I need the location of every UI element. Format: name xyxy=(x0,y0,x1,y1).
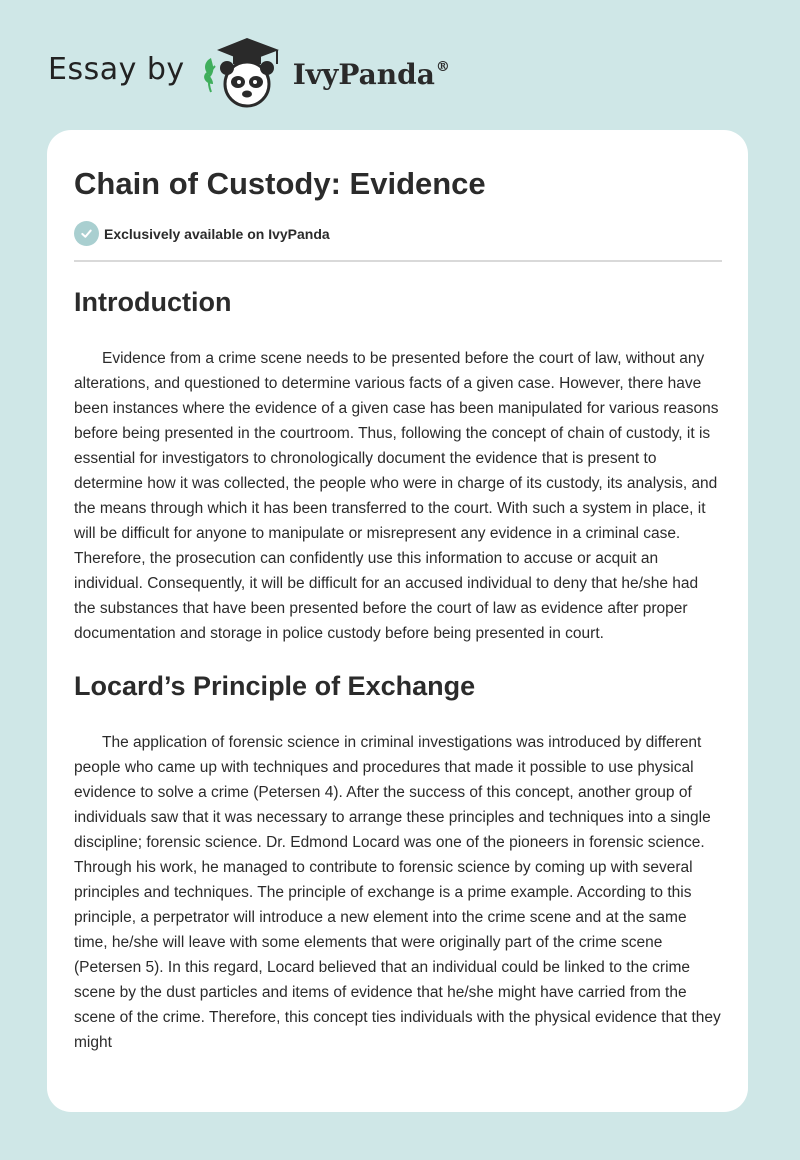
site-brand[interactable] xyxy=(48,32,450,112)
section-heading-locard: Locard’s Principle of Exchange xyxy=(74,671,476,701)
section-body-locard: The application of forensic science in criminal investigations was introduced by different people who came up with techniques and procedures that made it possible to use physical evidence to solve a crime (Petersen 4). After the success of this concept, another group of individuals saw that it was necessary to arrange these principles and techniques into a single discipline; forensic science. Dr. Edmond Locard was one of the pioneers in forensic science. Through his work, he managed to contribute to forensic science by coming up with several principles and techniques. The principle of exchange is a prime example. According to this principle, a perpetrator will introduce a new element into the crime scene and at the same time, he/she will leave with some elements that were originally part of the crime scene (Petersen 5). In this regard, Locard believed that an individual could be linked to the crime scene by the dust particles and items of evidence that he/she might have carried from the scene of the crime. Therefore, this concept ties individuals with the physical evidence that they might xyxy=(74,734,721,1051)
section-body-introduction: Evidence from a crime scene needs to be presented before the court of law, without any alterations, and questioned to determine various facts of a given case. However, there have been instances where the evidence of a given case has been manipulated for various reasons before being presented in the courtroom. Thus, following the concept of chain of custody, it is essential for investigators to chronologically document the evidence that is present to determine how it was collected, the people who were in charge of its custody, its analysis, and the means through which it has been transferred to the court. With such a system in place, it will be difficult for anyone to manipulate or misrepresent any evidence in a criminal case. Therefore, the prosecution can confidently use this information to accuse or acquit an individual. Consequently, it will be difficult for an accused individual to deny that he/she had the substances that have been presented before the court of law as evidence after proper documentation and storage in police custody before being presented in court. xyxy=(74,350,719,642)
exclusive-badge xyxy=(74,221,722,246)
divider xyxy=(74,260,722,262)
registered-mark: ® xyxy=(435,59,450,76)
essay-card xyxy=(47,130,748,1112)
section-heading-introduction: Introduction xyxy=(74,287,232,317)
brand-prefix: Essay by xyxy=(48,51,185,87)
badge-label: Exclusively available on IvyPanda xyxy=(104,225,330,242)
brand-name: IvyPanda® xyxy=(292,57,450,91)
check-circle-icon xyxy=(74,221,99,246)
page-title: Chain of Custody: Evidence xyxy=(74,166,486,201)
panda-graduate-icon xyxy=(197,32,287,112)
